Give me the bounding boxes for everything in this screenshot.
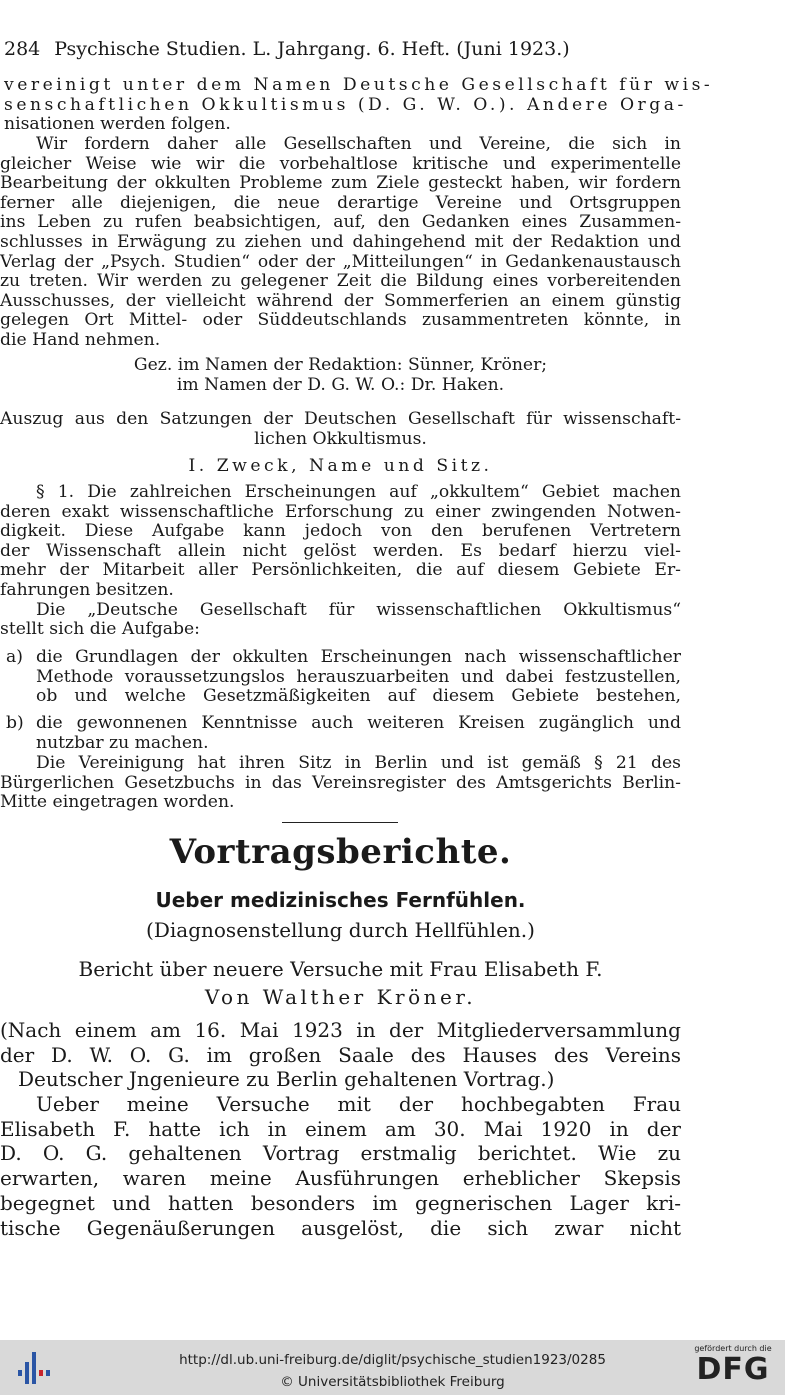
footer-url-link[interactable]: http://dl.ub.uni-freiburg.de/diglit/psychische_studien1923/0285 (179, 1352, 606, 1368)
report-line: Bericht über neuere Versuche mit Frau Elisabeth F. (78, 957, 603, 981)
statutes-title (0, 410, 681, 449)
text-line: begegnet und hatten besonders im gegnerischen Lager kri- (0, 1190, 681, 1215)
text-line: ferner alle diejenigen, die neue derartige Vereine und Ortsgruppen (0, 192, 681, 213)
text-line: Ueber meine Versuche mit der hochbegabten Frau (36, 1092, 681, 1117)
text-line: der D. W. O. G. im großen Saale des Hauses des Vereins (0, 1042, 681, 1067)
text-line: Bürgerlichen Gesetzbuchs in das Vereinsregister des Amtsgerichts Berlin- (0, 772, 681, 793)
list-label: b) (6, 713, 24, 733)
section-1-paragraph (0, 483, 681, 640)
text-line: Wir fordern daher alle Gesellschaften und Vereine, die sich in (36, 134, 681, 154)
article-body (0, 1018, 681, 1240)
footer-bar (0, 1340, 785, 1395)
appeal-paragraph (0, 135, 681, 351)
signature-block (0, 356, 681, 395)
text-line: mehr der Mitarbeit aller Persönlichkeiten, die auf diesem Gebiete Er- (0, 560, 681, 581)
text-line: tische Gegenäußerungen ausgelöst, die sich zwar nicht (0, 1215, 681, 1240)
list-item-a (0, 648, 681, 707)
text-line: ob und welche Gesetzmäßigkeiten auf diesem Gebiete bestehen, (36, 686, 681, 707)
text-line: D. O. G. gehaltenen Vortrag erstmalig berichtet. Wie zu (0, 1141, 681, 1166)
text-line: Bearbeitung der okkulten Probleme zum Ziele gesteckt haben, wir fordern (0, 173, 681, 194)
running-header (4, 38, 685, 60)
text-line: senschaftlichen Okkultismus (D. G. W. O.). Andere Orga- (4, 94, 687, 115)
dfg-caption: gefördert durch die (694, 1344, 772, 1353)
article-byline (0, 955, 681, 1011)
text-line: digkeit. Diese Aufgabe kann jedoch von den berufenen Vertretern (0, 521, 681, 542)
text-line: Die „Deutsche Gesellschaft für wissenschaftlichen Okkultismus“ (36, 599, 681, 620)
text-line: stellt sich die Aufgabe: (0, 619, 200, 640)
page-number: 284 (4, 38, 41, 60)
author-line: Von Walther Kröner. (204, 985, 477, 1009)
text-line: der Wissenschaft allein nicht gelöst werden. Es bedarf hierzu viel- (0, 540, 681, 561)
signature-line: im Namen der D. G. W. O.: Dr. Haken. (176, 374, 505, 395)
running-title: Psychische Studien. L. Jahrgang. 6. Heft. (Juni 1923.) (54, 38, 570, 60)
text-line: nutzbar zu machen. (36, 732, 209, 753)
footer-copyright: © Universitätsbibliothek Freiburg (280, 1374, 505, 1390)
text-line: vereinigt unter dem Namen Deutsche Gesellschaft für wis- (4, 75, 714, 95)
dfg-wordmark: DFG (696, 1352, 770, 1387)
text-line: gleicher Weise wie wir die vorbehaltlose kritische und experimentelle (0, 153, 681, 174)
text-line: fahrungen besitzen. (0, 579, 174, 600)
text-line: Verlag der „Psych. Studien“ oder der „Mitteilungen“ in Gedankenaustausch (0, 251, 681, 272)
text-line: Elisabeth F. hatte ich in einem am 30. Mai 1920 in der (0, 1116, 681, 1141)
text-line: Ausschusses, der vielleicht während der Sommerferien an einem günstig (0, 290, 681, 311)
text-line: Mitte eingetragen worden. (0, 792, 235, 813)
heading-line: I. Zweck, Name und Sitz. (188, 456, 493, 476)
text-line: schlusses in Erwägung zu ziehen und dahingehend mit der Redaktion und (0, 231, 681, 252)
article-subtitle: (Diagnosenstellung durch Hellfühlen.) (146, 918, 535, 942)
text-line: deren exakt wissenschaftliche Erforschung zu einer zwingenden Notwen- (0, 501, 681, 522)
text-line: Deutscher Jngenieure zu Berlin gehaltenen Vortrag.) (18, 1067, 555, 1092)
text-line: gelegen Ort Mittel- oder Süddeutschlands zusammentreten könnte, in (0, 310, 681, 331)
text-line: lichen Okkultismus. (254, 428, 427, 449)
text-line: Methode voraussetzungslos herauszuarbeiten und dabei festzustellen, (36, 666, 681, 687)
signature-line: Gez. im Namen der Redaktion: Sünner, Kröner; (133, 355, 548, 375)
text-line: Auszug aus den Satzungen der Deutschen Gesellschaft für wissenschaft- (0, 409, 681, 429)
text-line: ins Leben zu rufen beabsichtigen, auf, den Gedanken eines Zusammen- (0, 212, 681, 233)
dfg-logo (691, 1344, 775, 1387)
list-label: a) (6, 647, 23, 667)
text-line: erwarten, waren meine Ausführungen erheblicher Skepsis (0, 1166, 681, 1191)
list-item-b (0, 714, 681, 753)
article-title: Ueber medizinisches Fernfühlen. (155, 888, 526, 912)
text-line: Die Vereinigung hat ihren Sitz in Berlin und ist gemäß § 21 des (36, 753, 681, 773)
text-line: § 1. Die zahlreichen Erscheinungen auf „okkultem“ Gebiet machen (36, 482, 681, 502)
statutes-heading (0, 457, 681, 477)
section-title: Vortragsberichte. (169, 832, 512, 872)
text-line: (Nach einem am 16. Mai 1923 in der Mitgliederversammlung (0, 1018, 681, 1042)
text-line: zu treten. Wir werden zu gelegener Zeit die Bildung eines vorbereitenden (0, 271, 681, 292)
section-1-closing (0, 754, 681, 813)
section-divider (282, 822, 398, 823)
text-line: die Grundlagen der okkulten Erscheinungen nach wissenschaftlicher (36, 647, 681, 667)
text-line: nisationen werden folgen. (4, 114, 231, 135)
intro-paragraph (4, 75, 714, 135)
text-line: die gewonnenen Kenntnisse auch weiteren Kreisen zugänglich und (36, 713, 681, 733)
text-line: die Hand nehmen. (0, 329, 161, 350)
